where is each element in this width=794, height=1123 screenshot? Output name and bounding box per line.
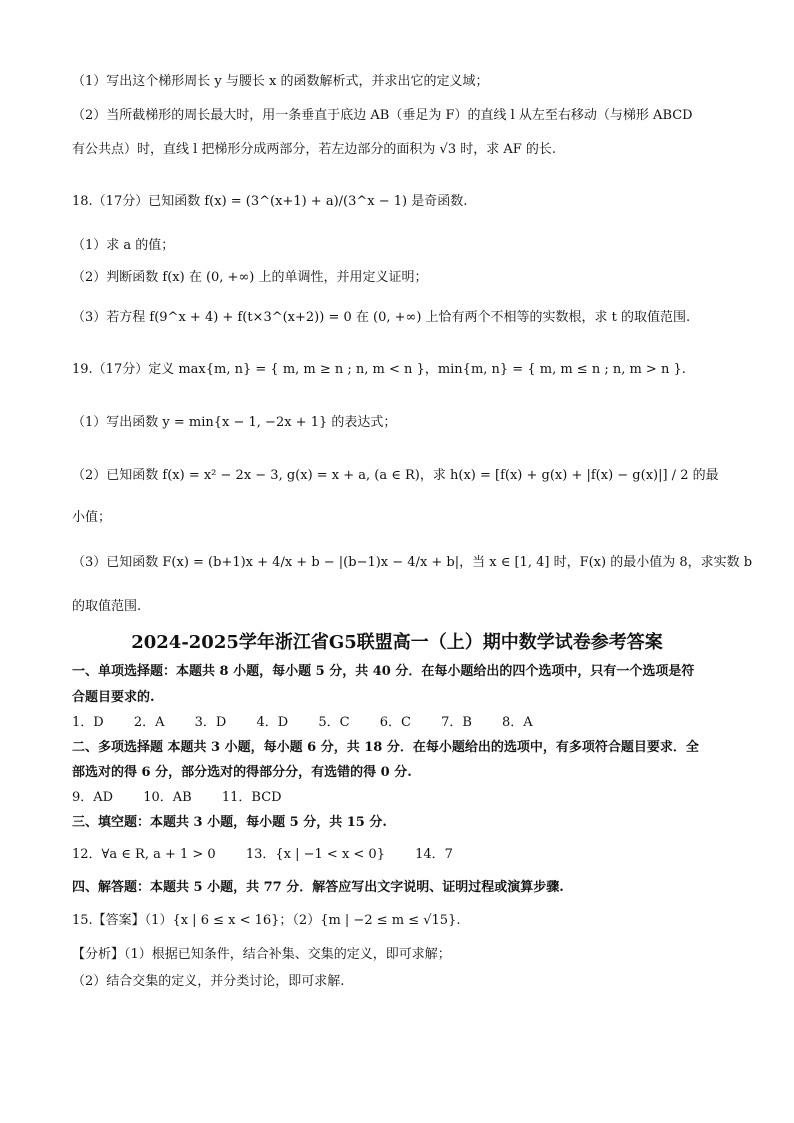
q19-part2-line1: （2）已知函数 f(x) = x² − 2x − 3, g(x) = x + a, (a ∈ R)，求 h(x) = [f(x) + g(x) + |f(x) − g(x)|] / 2 的最 <box>72 468 719 483</box>
answer-9: 9．AD <box>72 790 114 805</box>
sec1-heading-line1: 一、单项选择题：本题共 8 小题，每小题 5 分，共 40 分．在每小题给出的四个选项中，只有一个选项是符 <box>72 664 695 679</box>
q15-answer: 15.【答案】（1）{x | 6 ≤ x < 16}；（2）{m | −2 ≤ m ≤ √15}. <box>72 913 461 928</box>
sec2-answers <box>72 788 734 808</box>
answer-11: 11．BCD <box>221 790 282 805</box>
answer-13: 13．{x | −1 < x < 0} <box>245 847 385 862</box>
q19-part2-line2: 小值； <box>72 510 112 525</box>
q18-part3: （3）若方程 f(9^x + 4) + f(t×3^(x+2)) = 0 在 (0, +∞) 上恰有两个不相等的实数根，求 t 的取值范围. <box>72 310 691 325</box>
q18-part1: （1）求 a 的值； <box>72 238 175 253</box>
sec4-heading: 四、解答题：本题共 5 小题，共 77 分．解答应写出文字说明、证明过程或演算步骤. <box>72 880 564 895</box>
sec2-heading-line2: 部选对的得 6 分，部分选对的得部分分，有选错的得 0 分. <box>72 765 412 780</box>
answer-3: 3．D <box>194 715 227 730</box>
q17-part1: （1）写出这个梯形周长 y 与腰长 x 的函数解析式，并求出它的定义域； <box>72 74 489 89</box>
q15-analysis-1: 【分析】（1）根据已知条件，结合补集、交集的定义，即可求解； <box>72 947 451 962</box>
q15-analysis-2: （2）结合交集的定义，并分类讨论，即可求解. <box>72 974 345 989</box>
q19-part3-line1: （3）已知函数 F(x) = (b+1)x + 4/x + b − |(b−1)x − 4/x + b|，当 x ∈ [1, 4] 时，F(x) 的最小值为 8，求实数 b <box>72 555 753 570</box>
sec1-answers <box>72 713 734 733</box>
answer-6: 6．C <box>379 715 411 730</box>
answer-14: 14．7 <box>415 847 453 862</box>
q19-part1: （1）写出函数 y = min{x − 1, −2x + 1} 的表达式； <box>72 415 397 430</box>
answer-12: 12．∀a ∈ R, a + 1 > 0 <box>72 847 216 862</box>
q17-part2-line1: （2）当所截梯形的周长最大时，用一条垂直于底边 AB（垂足为 F）的直线 l 从左至右移动（与梯形 ABCD <box>72 108 693 123</box>
sec1-heading-line2: 合题目要求的. <box>72 690 155 705</box>
q19-stem: 19.（17分）定义 max{m, n} = { m, m ≥ n ; n, m < n }，min{m, n} = { m, m ≤ n ; n, m > n }. <box>72 362 686 377</box>
answer-5: 5．C <box>318 715 350 730</box>
answer-key-title: 2024-2025学年浙江省G5联盟高一（上）期中数学试卷参考答案 <box>131 632 663 653</box>
answer-2: 2．A <box>133 715 165 730</box>
q18-stem: 18.（17分）已知函数 f(x) = (3^(x+1) + a)/(3^x − 1) 是奇函数. <box>72 194 468 209</box>
answer-8: 8．A <box>502 715 533 730</box>
q18-part2: （2）判断函数 f(x) 在 (0, +∞) 上的单调性，并用定义证明； <box>72 270 428 285</box>
q17-part2-line2: 有公共点）时，直线 l 把梯形分成两部分，若左边部分的面积为 √3 时，求 AF 的长. <box>72 142 557 157</box>
answer-7: 7．B <box>441 715 472 730</box>
q19-part3-line2: 的取值范围. <box>72 599 142 614</box>
answer-1: 1．D <box>72 715 104 730</box>
sec2-heading-line1: 二、多项选择题 本题共 3 小题，每小题 6 分，共 18 分．在每小题给出的选项中，有多项符合题目要求．全 <box>72 740 699 755</box>
sec3-answers <box>72 845 734 865</box>
answer-10: 10．AB <box>143 790 192 805</box>
sec3-heading: 三、填空题：本题共 3 小题，每小题 5 分，共 15 分. <box>72 815 387 830</box>
answer-4: 4．D <box>256 715 289 730</box>
